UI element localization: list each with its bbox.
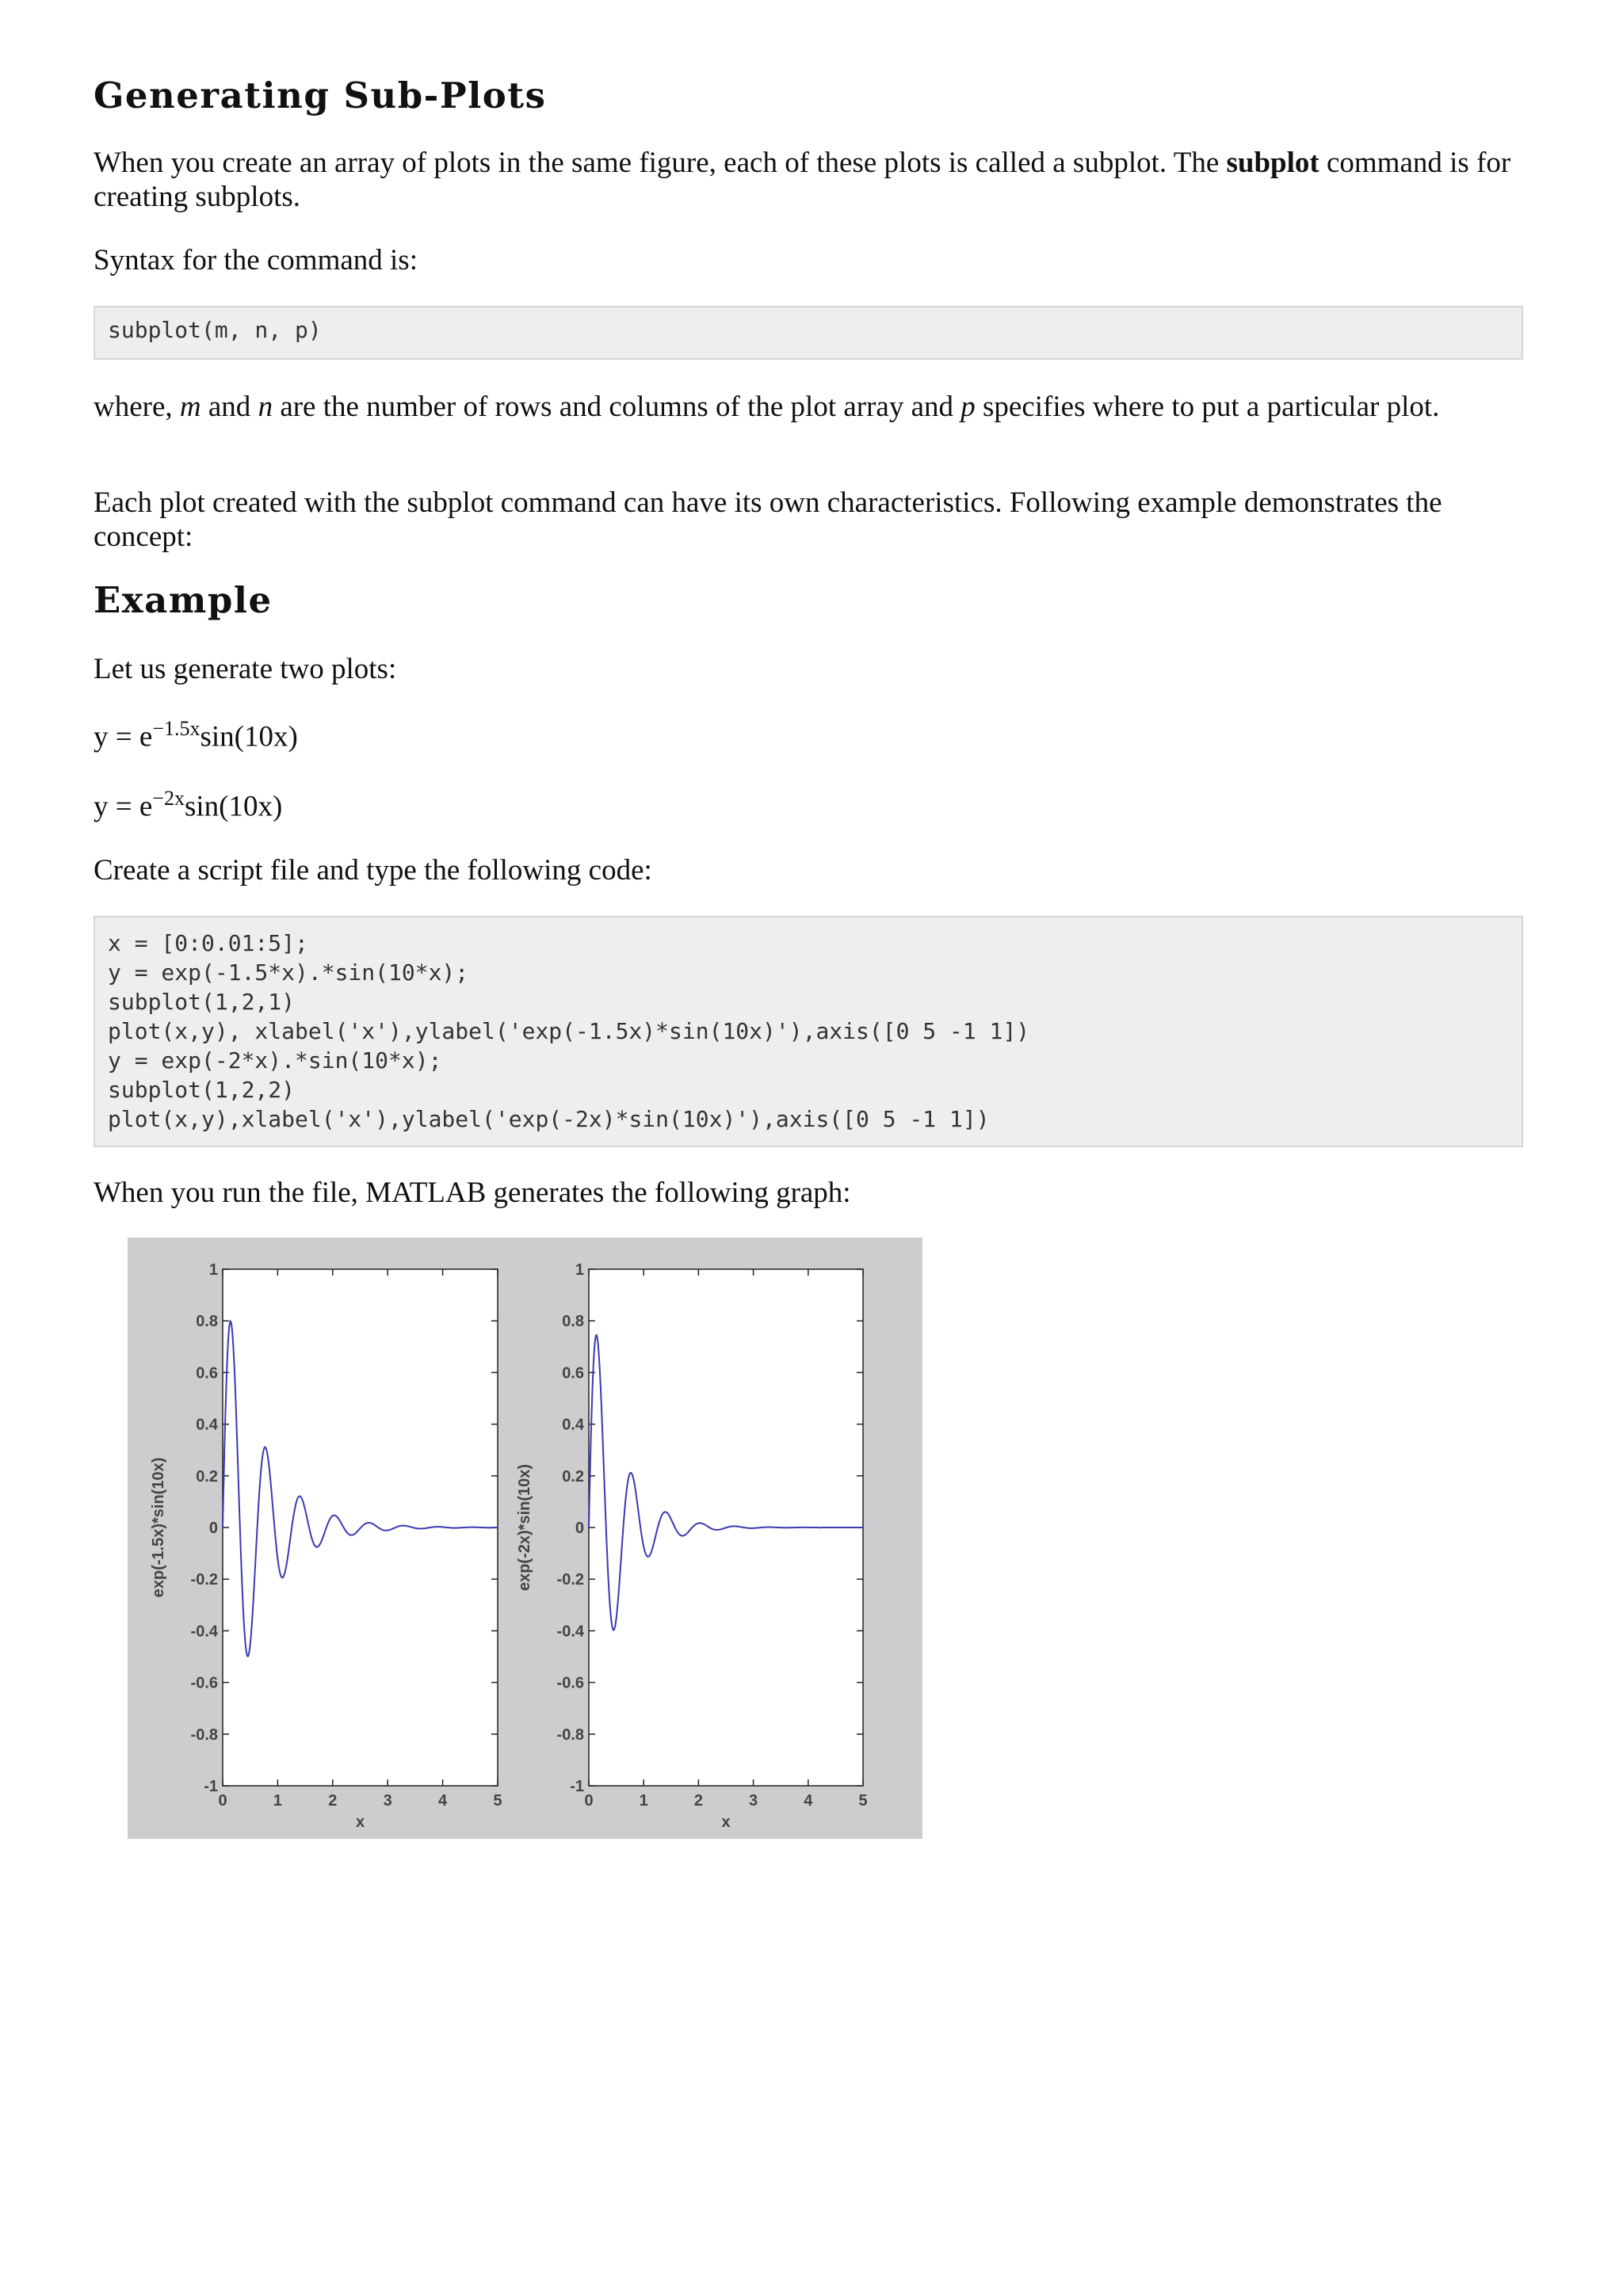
let-us-text: Let us generate two plots: (94, 653, 397, 685)
intro-paragraph (94, 146, 1520, 214)
x-tick-label: 4 (438, 1792, 448, 1810)
var-n: n (258, 391, 273, 423)
y-tick-label: -0.6 (556, 1674, 584, 1692)
y-tick-label: -0.8 (190, 1726, 218, 1744)
where-text-2: and (200, 391, 258, 423)
y-tick-label: -0.2 (556, 1571, 584, 1589)
where-text-1: where, (94, 391, 180, 423)
y-tick-label: -0.4 (190, 1623, 218, 1641)
y-tick-label: 1 (208, 1261, 218, 1279)
x-tick-label: 4 (804, 1792, 813, 1810)
y-tick-label: -0.8 (556, 1726, 584, 1744)
syntax-label: Syntax for the command is: (94, 244, 418, 277)
y-tick-label: 0.2 (196, 1467, 218, 1486)
x-tick-label: 1 (639, 1792, 648, 1810)
eq1-exponent: −1.5x (152, 717, 200, 740)
x-tick-label: 5 (858, 1792, 868, 1810)
x-tick-label: 2 (693, 1792, 703, 1810)
code-line: subplot(1,2,2) (108, 1077, 296, 1103)
equation-1 (94, 717, 298, 753)
matlab-figure (128, 1238, 922, 1839)
where-paragraph (94, 390, 1520, 424)
x-tick-label: 0 (218, 1792, 227, 1810)
y-tick-label: 0.8 (562, 1313, 584, 1331)
x-tick-label: 1 (273, 1792, 282, 1810)
y-axis-label: exp(-2x)*sin(10x) (516, 1463, 533, 1592)
subplot-keyword: subplot (1226, 147, 1319, 179)
y-tick-label: -0.2 (190, 1571, 218, 1589)
y-tick-label: 0.2 (562, 1467, 584, 1486)
code-line: y = exp(-2*x).*sin(10*x); (108, 1047, 442, 1074)
equation-2 (94, 787, 282, 823)
y-tick-label: 0.4 (196, 1416, 218, 1434)
section-heading-subplots: Generating Sub-Plots (94, 74, 547, 116)
eq1-rhs: sin(10x) (200, 720, 298, 753)
code-line: subplot(1,2,1) (108, 989, 296, 1015)
y-tick-label: -1 (570, 1778, 584, 1795)
example-heading: Example (94, 579, 273, 621)
each-plot-paragraph: Each plot created with the subplot command can have its own characteristics. Following example demonstrates the concept: (94, 486, 1442, 553)
y-tick-label: 0.8 (196, 1313, 218, 1331)
y-tick-label: 0.6 (196, 1364, 218, 1383)
syntax-code-block (94, 306, 1523, 360)
syntax-code: subplot(m, n, p) (108, 317, 322, 343)
y-axis-label: exp(-1.5x)*sin(10x) (150, 1457, 167, 1598)
intro-text-2: command is for creating subplots. (94, 147, 1511, 213)
x-tick-label: 5 (493, 1792, 502, 1810)
where-text-4: specifies where to put a particular plot. (975, 391, 1440, 423)
x-axis-label: x (355, 1814, 365, 1831)
code-line: plot(x,y), xlabel('x'),ylabel('exp(-1.5x)*sin(10x)'),axis([0 5 -1 1]) (108, 1018, 1030, 1044)
y-tick-label: 1 (575, 1261, 584, 1279)
x-tick-label: 2 (328, 1792, 338, 1810)
create-script-text: Create a script file and type the following code: (94, 854, 652, 887)
code-line: plot(x,y),xlabel('x'),ylabel('exp(-2x)*sin(10x)'),axis([0 5 -1 1]) (108, 1106, 990, 1132)
code-line: x = [0:0.01:5]; (108, 930, 308, 956)
y-tick-label: 0 (575, 1520, 584, 1537)
x-tick-label: 3 (749, 1792, 758, 1810)
intro-text-1: When you create an array of plots in the same figure, each of these plots is called a subplot. The (94, 147, 1227, 179)
eq1-lhs: y = e (94, 720, 153, 753)
when-run-text: When you run the file, MATLAB generates the following graph: (94, 1177, 851, 1209)
var-p: p (960, 391, 976, 423)
eq2-lhs: y = e (94, 790, 153, 823)
y-tick-label: -1 (204, 1778, 218, 1795)
y-tick-label: -0.6 (190, 1674, 218, 1692)
x-tick-label: 0 (584, 1792, 594, 1810)
code-line: y = exp(-1.5*x).*sin(10*x); (108, 959, 469, 986)
x-tick-label: 3 (383, 1792, 392, 1810)
y-tick-label: 0 (208, 1520, 218, 1537)
x-axis-label: x (721, 1814, 731, 1831)
y-tick-label: -0.4 (556, 1623, 584, 1641)
y-tick-label: 0.6 (562, 1364, 584, 1383)
var-m: m (179, 391, 201, 423)
where-text-3: are the number of rows and columns of the plot array and (273, 391, 961, 423)
eq2-exponent: −2x (152, 787, 185, 810)
script-code-block (94, 916, 1523, 1147)
subplot-figure-svg (128, 1238, 922, 1839)
eq2-rhs: sin(10x) (184, 790, 283, 823)
subplot-1 (150, 1261, 502, 1831)
y-tick-label: 0.4 (562, 1416, 584, 1434)
subplot-2 (516, 1261, 868, 1831)
